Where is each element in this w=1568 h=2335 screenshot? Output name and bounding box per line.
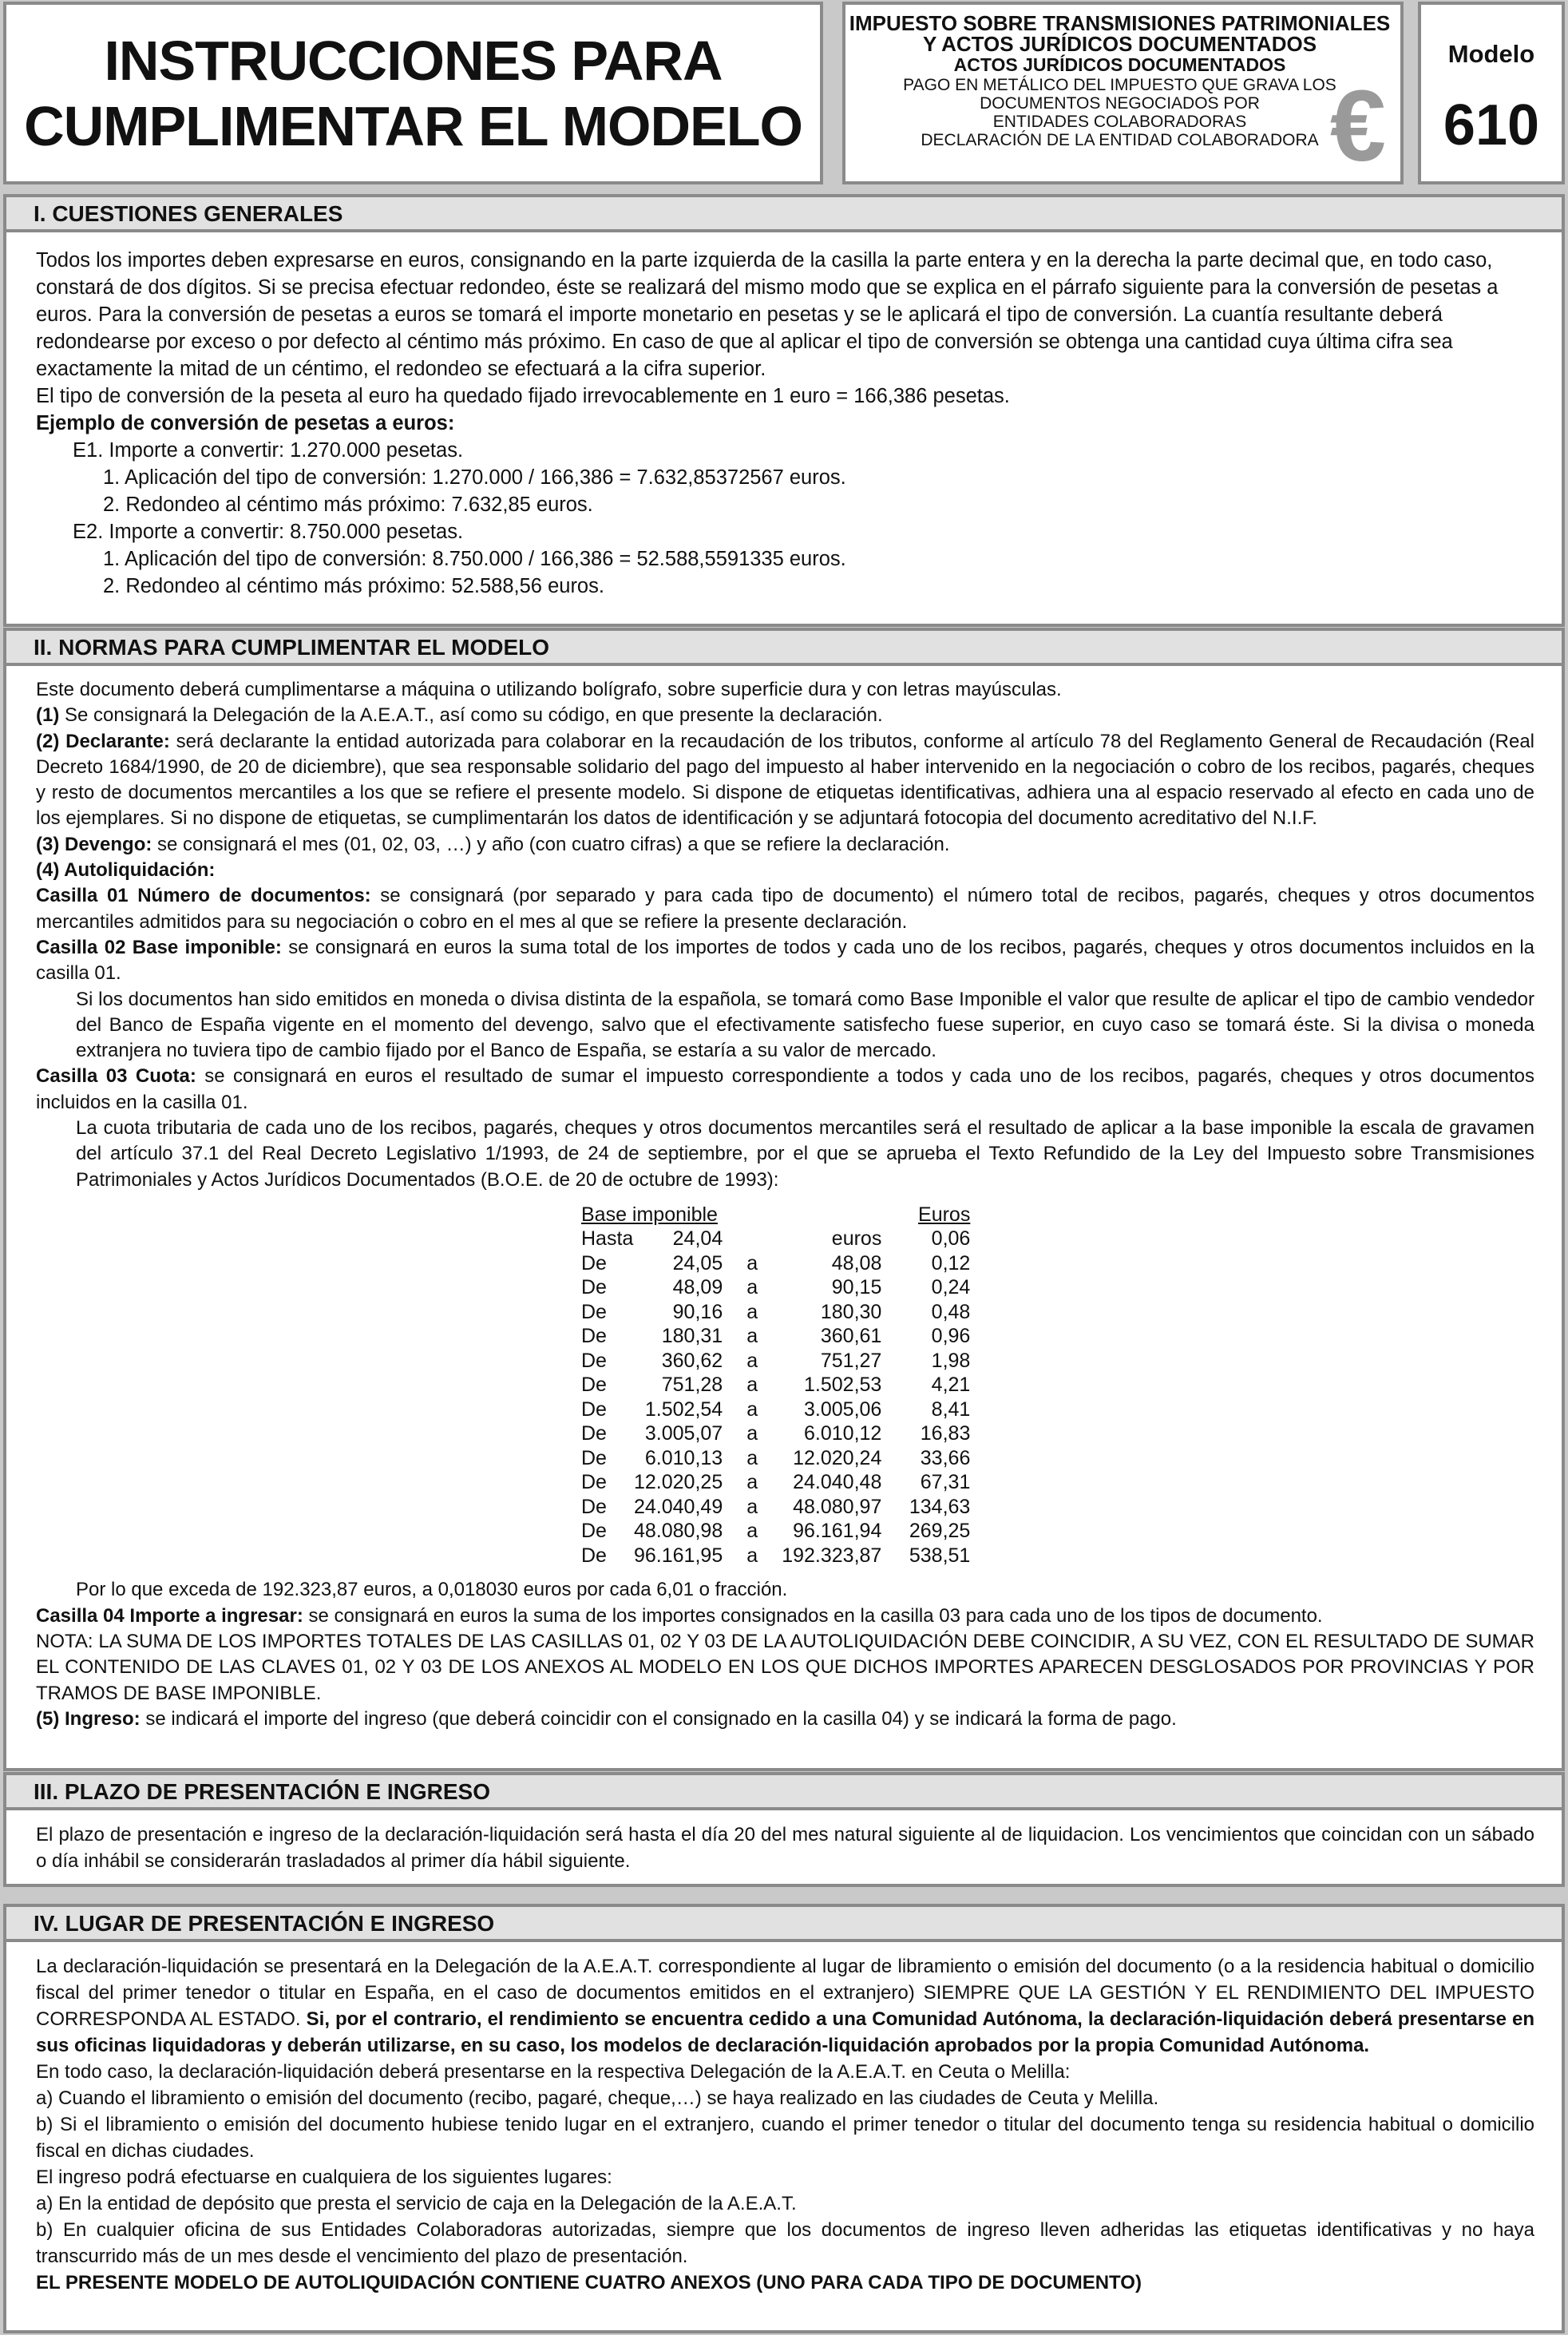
paragraph: Todos los importes deben expresarse en euros, consignando en la parte izquierda de la casilla la parte entera y en la derecha la parte decimal que, en todo caso, constará de dos dígitos. Si se precisa efectuar redondeo, éste se realizará del mismo modo que se explica en el párrafo siguiente para la conversión de pesetas a euros. Para la conversión de pesetas a euros se tomará el importe monetario en pesetas y se le aplicará el tipo de conversión. La cuantía resultante deberá redondearse por exceso o por defecto al céntimo más próximo. En caso de que al aplicar el tipo de conversión se obtenga una cantidad cuya última cifra sea exactamente la mitad de un céntimo, el redondeo se efectuará a la cifra superior.	[36, 249, 1499, 380]
note-2: (2) Declarante: será declarante la entidad autorizada para colaborar en la recaudación de los tributos, conforme al artículo 78 del Reglamento General de Recaudación (Real Decreto 1684/1990, de 20 de diciembre), que sea responsable solidario del pago del impuesto al haber intervenido en la negociación o cobro de los recibos, pagarés, cheques y resto de documentos mercantiles a los que se refiere el presente modelo. Si dispone de etiquetas identificativas, adhiera una al espacio reservado al efecto en cada uno de los ejemplares. Si no dispone de etiquetas, se cumplimentarán los datos de identificación y se adjuntará fotocopia del documento acreditativo del N.I.F.	[36, 730, 1534, 830]
example-2: E2. Importe a convertir: 8.750.000 pesetas.	[73, 521, 464, 543]
table-cell: 1,98	[931, 1349, 971, 1372]
tax-line-6: ENTIDADES COLABORADORAS	[992, 113, 1247, 131]
table-cell: 48.080,98	[634, 1520, 723, 1543]
table-cell: 6.010,12	[804, 1422, 882, 1445]
intro-text: Este documento deberá cumplimentarse a máquina o utilizando bolígrafo, sobre superficie dura y con letras mayúsculas.	[36, 679, 1062, 700]
table-cell: De	[581, 1397, 607, 1421]
table-cell: a	[746, 1422, 758, 1445]
table-cell: 48.080,97	[793, 1495, 882, 1518]
table-cell: 360,61	[820, 1325, 882, 1348]
tax-line-1: IMPUESTO SOBRE TRANSMISIONES PATRIMONIALES	[849, 11, 1391, 35]
table-cell: 16,83	[920, 1422, 971, 1445]
section-title: II. NORMAS PARA CUMPLIMENTAR EL MODELO	[6, 631, 1562, 666]
section-place	[3, 1904, 1565, 2333]
table-cell: De	[581, 1446, 607, 1469]
table-cell: 180,30	[820, 1300, 882, 1323]
table-cell: 67,31	[920, 1471, 971, 1494]
example-title: Ejemplo de conversión de pesetas a euros:	[36, 412, 455, 434]
page-title	[3, 2, 823, 184]
table-cell: De	[581, 1325, 607, 1348]
box-04-description: Casilla 04 Importe a ingresar: se consignará en euros la suma de los importes consignados en la casilla 03 para cada uno de los tipos de documento.	[36, 1604, 1323, 1627]
section-title: III. PLAZO DE PRESENTACIÓN E INGRESO	[6, 1775, 1562, 1810]
table-cell: 0,06	[931, 1227, 971, 1251]
table-row	[581, 1324, 970, 1349]
tax-line-4: PAGO EN METÁLICO DEL IMPUESTO QUE GRAVA LOS	[903, 76, 1336, 94]
model-label: Modelo	[1447, 40, 1535, 68]
table-cell: Hasta	[581, 1227, 634, 1251]
title-line-1: INSTRUCCIONES PARA	[104, 29, 723, 92]
table-row	[581, 1495, 970, 1520]
section-title: IV. LUGAR DE PRESENTACIÓN E INGRESO	[6, 1907, 1562, 1942]
note-5: (5) Ingreso: se indicará el importe del ingreso (que deberá coincidir con el consignado en la casilla 04) y se indicará la forma de pago.	[36, 1707, 1177, 1730]
list-item: a) En la entidad de depósito que presta el servicio de caja en la Delegación de la A.E.A.T.	[36, 2193, 797, 2214]
table-cell: a	[746, 1495, 758, 1518]
table-cell: 0,48	[931, 1300, 971, 1323]
example-1-step-1: 1. Aplicación del tipo de conversión: 1.270.000 / 166,386 = 7.632,85372567 euros.	[103, 466, 846, 489]
table-cell: 6.010,13	[644, 1446, 723, 1469]
table-cell: 90,15	[831, 1276, 882, 1299]
final-note: EL PRESENTE MODELO DE AUTOLIQUIDACIÓN CONTIENE CUATRO ANEXOS (UNO PARA CADA TIPO DE DOCUMENTO)	[36, 2272, 1142, 2293]
table-cell: a	[746, 1520, 758, 1543]
table-row	[581, 1470, 970, 1495]
table-cell: a	[746, 1349, 758, 1372]
paragraph: En todo caso, la declaración-liquidación deberá presentarse en la respectiva Delegación de la A.E.A.T. en Ceuta o Melilla:	[36, 2061, 1071, 2083]
table-cell: De	[581, 1251, 607, 1275]
model-box	[1418, 2, 1565, 184]
section-general-questions	[3, 194, 1565, 627]
tax-line-7: DECLARACIÓN DE LA ENTIDAD COLABORADORA	[921, 131, 1319, 149]
box-03-scale-intro: La cuota tributaria de cada uno de los recibos, pagarés, cheques y otros documentos mercantiles será el resultado de aplicar a la base imponible la escala de gravamen del artículo 37.1 del Real Decreto Legislativo 1/1993, de 24 de septiembre, por el que se aprueba el Texto Refundido de la Ley del Impuesto sobre Transmisiones Patrimoniales y Actos Jurídicos Documentados (B.O.E. de 20 de octubre de 1993):	[76, 1117, 1534, 1191]
table-row	[581, 1227, 970, 1251]
box-03-description: Casilla 03 Cuota: se consignará en euros el resultado de sumar el impuesto correspondiente a todos y cada uno de los recibos, pagarés, cheques y otros documentos incluidos en la casilla 01.	[36, 1065, 1534, 1113]
table-cell: De	[581, 1422, 607, 1445]
table-row	[581, 1251, 970, 1276]
table-cell: a	[746, 1374, 758, 1397]
table-cell: 48,08	[831, 1251, 882, 1275]
table-cell: a	[746, 1471, 758, 1494]
example-2-step-1: 1. Aplicación del tipo de conversión: 8.750.000 / 166,386 = 52.588,5591335 euros.	[103, 548, 846, 570]
table-header-base: Base imponible	[581, 1203, 718, 1226]
table-cell: De	[581, 1349, 607, 1372]
title-line-2: CUMPLIMENTAR EL MODELO	[24, 94, 802, 157]
list-item: a) Cuando el libramiento o emisión del documento (recibo, pagaré, cheque,…) se haya realizado en las ciudades de Ceuta y Melilla.	[36, 2087, 1159, 2109]
tax-scale-table	[581, 1203, 970, 1568]
table-cell: 1.502,54	[644, 1397, 723, 1421]
note-4: (4) Autoliquidación:	[36, 859, 216, 882]
table-cell: De	[581, 1374, 607, 1397]
table-cell: a	[746, 1276, 758, 1299]
table-cell: 0,12	[931, 1251, 971, 1275]
table-row	[581, 1349, 970, 1374]
paragraph: El tipo de conversión de la peseta al euro ha quedado fijado irrevocablemente en 1 euro = 166,386 pesetas.	[36, 385, 1010, 407]
table-cell: De	[581, 1544, 607, 1567]
table-cell: 24.040,49	[634, 1495, 723, 1518]
table-cell: 3.005,07	[644, 1422, 723, 1445]
section-title: I. CUESTIONES GENERALES	[6, 197, 1562, 232]
table-cell: 1.502,53	[804, 1374, 882, 1397]
note-1: (1) Se consignará la Delegación de la A.E.A.T., así como su código, en que presente la declaración.	[36, 704, 883, 727]
table-cell: 96.161,95	[634, 1544, 723, 1567]
table-cell: De	[581, 1520, 607, 1543]
table-header-euros: Euros	[918, 1203, 971, 1226]
paragraph: El ingreso podrá efectuarse en cualquiera de los siguientes lugares:	[36, 2167, 612, 2188]
table-cell: a	[746, 1544, 758, 1567]
section-filling-rules	[3, 628, 1565, 1771]
table-cell: 3.005,06	[804, 1397, 882, 1421]
table-row	[581, 1300, 970, 1325]
table-cell: 0,96	[931, 1325, 971, 1348]
box-01-description: Casilla 01 Número de documentos: se consignará (por separado y para cada tipo de documento) el número total de recibos, pagarés, cheques y otros documentos mercantiles admitidos para su negociación o cobro en el mes al que se refiere la presente declaración.	[36, 885, 1534, 933]
table-cell: 90,16	[672, 1300, 723, 1323]
tax-line-5: DOCUMENTOS NEGOCIADOS POR	[980, 94, 1260, 113]
table-cell: 192.323,87	[782, 1544, 882, 1567]
excess-rule: Por lo que exceda de 192.323,87 euros, a 0,018030 euros por cada 6,01 o fracción.	[76, 1579, 788, 1601]
note-3: (3) Devengo: se consignará el mes (01, 02, 03, …) y año (con cuatro cifras) a que se refiere la declaración.	[36, 833, 950, 855]
list-item: b) En cualquier oficina de sus Entidades Colaboradoras autorizadas, siempre que los documentos de ingreso lleven adheridas las etiquetas identificativas y no haya transcurrido más de un mes desde el vencimiento del plazo de presentación.	[36, 2219, 1534, 2267]
paragraph: El plazo de presentación e ingreso de la declaración-liquidación será hasta el día 20 del mes natural siguiente al de liquidacion. Los vencimientos que coincidan con un sábado o día inhábil se considerarán trasladados al primer día hábil siguiente.	[36, 1824, 1534, 1872]
tax-description-box	[842, 2, 1404, 184]
table-cell: 269,25	[909, 1520, 971, 1543]
table-cell: 8,41	[931, 1397, 971, 1421]
table-cell: 134,63	[909, 1495, 971, 1518]
nota-text: NOTA: LA SUMA DE LOS IMPORTES TOTALES DE LAS CASILLAS 01, 02 Y 03 DE LA AUTOLIQUIDACIÓN DEBE COINCIDIR, A SU VEZ, CON EL RESULTADO DE SUMAR EL CONTENIDO DE LAS CLAVES 01, 02 Y 03 DE LOS ANEXOS AL MODELO EN LOS QUE DICHOS IMPORTES APARECEN DESGLOSADOS POR PROVINCIAS Y POR TRAMOS DE BASE IMPONIBLE.	[36, 1631, 1534, 1704]
example-2-step-2: 2. Redondeo al céntimo más próximo: 52.588,56 euros.	[103, 575, 604, 597]
table-row	[581, 1421, 970, 1446]
example-1-step-2: 2. Redondeo al céntimo más próximo: 7.632,85 euros.	[103, 494, 593, 516]
list-item: b) Si el libramiento o emisión del documento hubiese tenido lugar en el extranjero, cuando el primer tenedor o titular del documento tenga su residencia habitual o domicilio fiscal en dichas ciudades.	[36, 2114, 1534, 2162]
tax-line-2: Y ACTOS JURÍDICOS DOCUMENTADOS	[922, 32, 1317, 56]
table-cell: 24,05	[672, 1251, 723, 1275]
table-cell: De	[581, 1300, 607, 1323]
box-02-foreign-currency: Si los documentos han sido emitidos en moneda o divisa distinta de la española, se tomará como Base Imponible el valor que resulte de aplicar el tipo de cambio vendedor del Banco de España vigente en el momento del devengo, salvo que el efectivamente satisfecho fuese superior, en cuyo caso se tomará éste. Si la divisa o moneda extranjera no tuviera tipo de cambio fijado por el Banco de España, se estaría a su valor de mercado.	[76, 988, 1534, 1062]
box-02-description: Casilla 02 Base imponible: se consignará en euros la suma total de los importes de todos y cada uno de los recibos, pagarés, cheques y otros documentos incluidos en la casilla 01.	[36, 936, 1535, 985]
table-cell: a	[746, 1325, 758, 1348]
tax-line-3: ACTOS JURÍDICOS DOCUMENTADOS	[953, 54, 1286, 75]
table-cell: 360,62	[661, 1349, 723, 1372]
table-row	[581, 1446, 970, 1471]
table-cell: 751,28	[661, 1374, 723, 1397]
table-cell: a	[746, 1300, 758, 1323]
table-cell: a	[746, 1251, 758, 1275]
table-cell: 12.020,25	[634, 1471, 723, 1494]
euro-icon: €	[1329, 69, 1386, 182]
table-row	[581, 1519, 970, 1544]
table-cell: euros	[831, 1227, 882, 1251]
table-row	[581, 1397, 970, 1422]
table-cell: 12.020,24	[793, 1446, 882, 1469]
table-cell: De	[581, 1495, 607, 1518]
table-cell: 538,51	[909, 1544, 971, 1567]
section-deadline	[3, 1772, 1565, 1887]
table-cell: 180,31	[661, 1325, 723, 1348]
table-row	[581, 1373, 970, 1397]
table-row	[581, 1275, 970, 1300]
table-cell: a	[746, 1397, 758, 1421]
table-cell: De	[581, 1276, 607, 1299]
table-cell: 24.040,48	[793, 1471, 882, 1494]
example-1: E1. Importe a convertir: 1.270.000 pesetas.	[73, 439, 464, 462]
table-cell: 751,27	[820, 1349, 882, 1372]
table-cell: 24,04	[672, 1227, 723, 1251]
table-cell: 33,66	[920, 1446, 971, 1469]
model-number: 610	[1443, 93, 1540, 157]
table-cell: De	[581, 1471, 607, 1494]
table-cell: 0,24	[931, 1276, 971, 1299]
table-header-row	[581, 1203, 970, 1227]
table-cell: 4,21	[931, 1374, 971, 1397]
table-cell: 48,09	[672, 1276, 723, 1299]
table-cell	[723, 1227, 782, 1251]
paragraph: La declaración-liquidación se presentará en la Delegación de la A.E.A.T. correspondiente al lugar de libramiento o emisión del documento (o a la residencia habitual o domicilio fiscal del primer tenedor o titular en España, en el caso de documentos emitidos en el extranjero) SIEMPRE QUE LA GESTIÓN Y EL RENDIMIENTO DEL IMPUESTO CORRESPONDA AL ESTADO. Si, por el contrario, el rendimiento se encuentra cedido a una Comunidad Autónoma, la declaración-liquidación deberá presentarse en sus oficinas liquidadoras y deberán utilizarse, en su caso, los modelos de declaración-liquidación aprobados por la propia Comunidad Autónoma.	[36, 1956, 1534, 2056]
table-cell: 96.161,94	[793, 1520, 882, 1543]
table-row	[581, 1544, 970, 1568]
table-cell: a	[746, 1446, 758, 1469]
